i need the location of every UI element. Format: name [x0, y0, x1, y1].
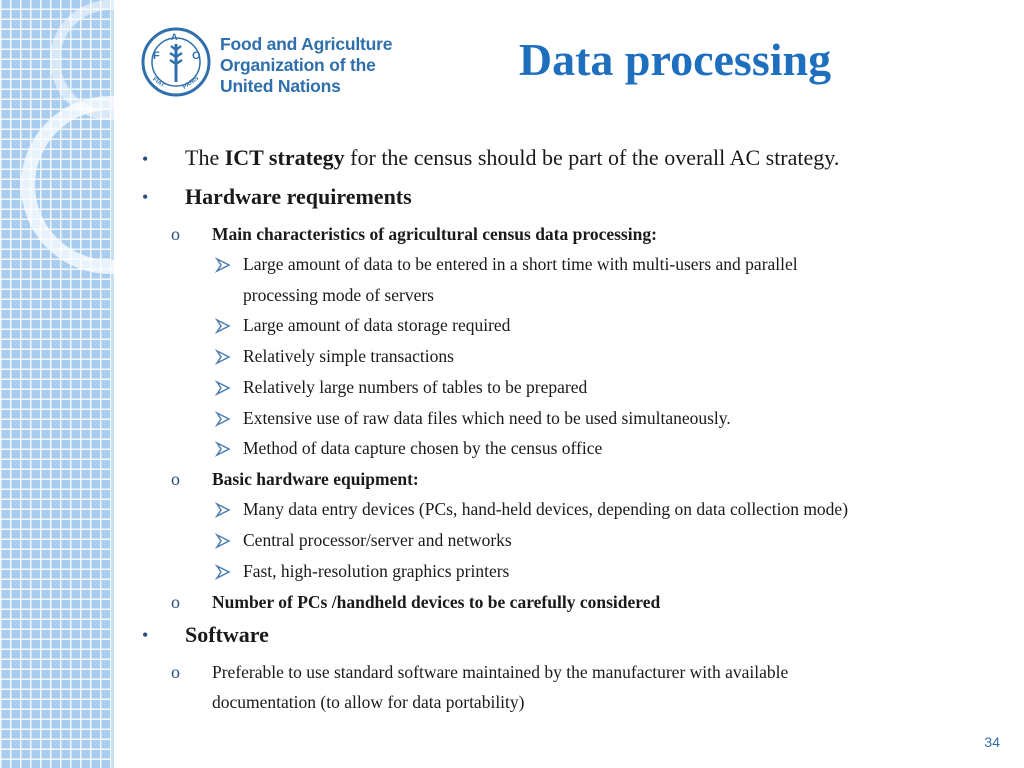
software-heading: Software	[185, 622, 269, 647]
svg-text:PANIS: PANIS	[181, 75, 201, 91]
software-item-1: Preferable to use standard software maintained by the manufacturer with available	[212, 662, 789, 682]
ict-text-post: for the census should be part of the overall AC strategy.	[344, 145, 840, 170]
ict-text-bold: ICT strategy	[224, 145, 345, 170]
ict-strategy-item	[185, 145, 839, 171]
org-line-3: United Nations	[220, 76, 341, 96]
bullet-circle-icon: o	[171, 224, 180, 244]
page-number: 34	[984, 734, 1000, 750]
arrow-bullet-icon	[215, 380, 231, 396]
mc-item-6: Method of data capture chosen by the census office	[243, 438, 603, 458]
arrow-bullet-icon	[215, 502, 231, 518]
svg-text:FIAT: FIAT	[151, 76, 166, 89]
svg-text:F: F	[153, 50, 160, 62]
bullet-circle-icon: o	[171, 592, 180, 612]
be-item-2: Central processor/server and networks	[243, 530, 512, 550]
bullet-dot-icon: •	[142, 625, 149, 645]
mc-item-2: Large amount of data storage required	[243, 315, 511, 335]
mc-item-5: Extensive use of raw data files which need to be used simultaneously.	[243, 408, 731, 428]
arrow-bullet-icon	[215, 349, 231, 365]
be-item-1: Many data entry devices (PCs, hand-held devices, depending on data collection mode)	[243, 499, 849, 519]
org-line-2: Organization of the	[220, 55, 376, 75]
main-characteristics-heading: Main characteristics of agricultural census data processing:	[212, 224, 657, 244]
arrow-bullet-icon	[215, 257, 231, 273]
svg-text:O: O	[192, 50, 201, 62]
arrow-bullet-icon	[215, 533, 231, 549]
org-line-1: Food and Agriculture	[220, 34, 393, 54]
svg-text:A: A	[171, 32, 178, 42]
mc-item-3: Relatively simple transactions	[243, 346, 454, 366]
software-item-1-continued: documentation (to allow for data portability)	[212, 692, 525, 712]
arrow-bullet-icon	[215, 564, 231, 580]
be-item-3: Fast, high-resolution graphics printers	[243, 561, 510, 581]
mc-item-4: Relatively large numbers of tables to be prepared	[243, 377, 588, 397]
mc-item-1: Large amount of data to be entered in a short time with multi-users and parallel	[243, 254, 798, 274]
basic-equipment-heading: Basic hardware equipment:	[212, 469, 419, 489]
mc-item-1-continued: processing mode of servers	[243, 285, 434, 305]
arrow-bullet-icon	[215, 411, 231, 427]
arrow-bullet-icon	[215, 441, 231, 457]
ict-text-pre: The	[185, 145, 225, 170]
slide-title: Data processing	[518, 34, 832, 85]
bullet-circle-icon: o	[171, 662, 180, 682]
arrow-bullet-icon	[215, 318, 231, 334]
bullet-dot-icon: •	[142, 187, 149, 207]
hardware-requirements-heading: Hardware requirements	[185, 184, 412, 209]
bullet-dot-icon: •	[142, 149, 149, 169]
bullet-circle-icon: o	[171, 469, 180, 489]
number-pcs-heading: Number of PCs /handheld devices to be carefully considered	[212, 592, 661, 612]
